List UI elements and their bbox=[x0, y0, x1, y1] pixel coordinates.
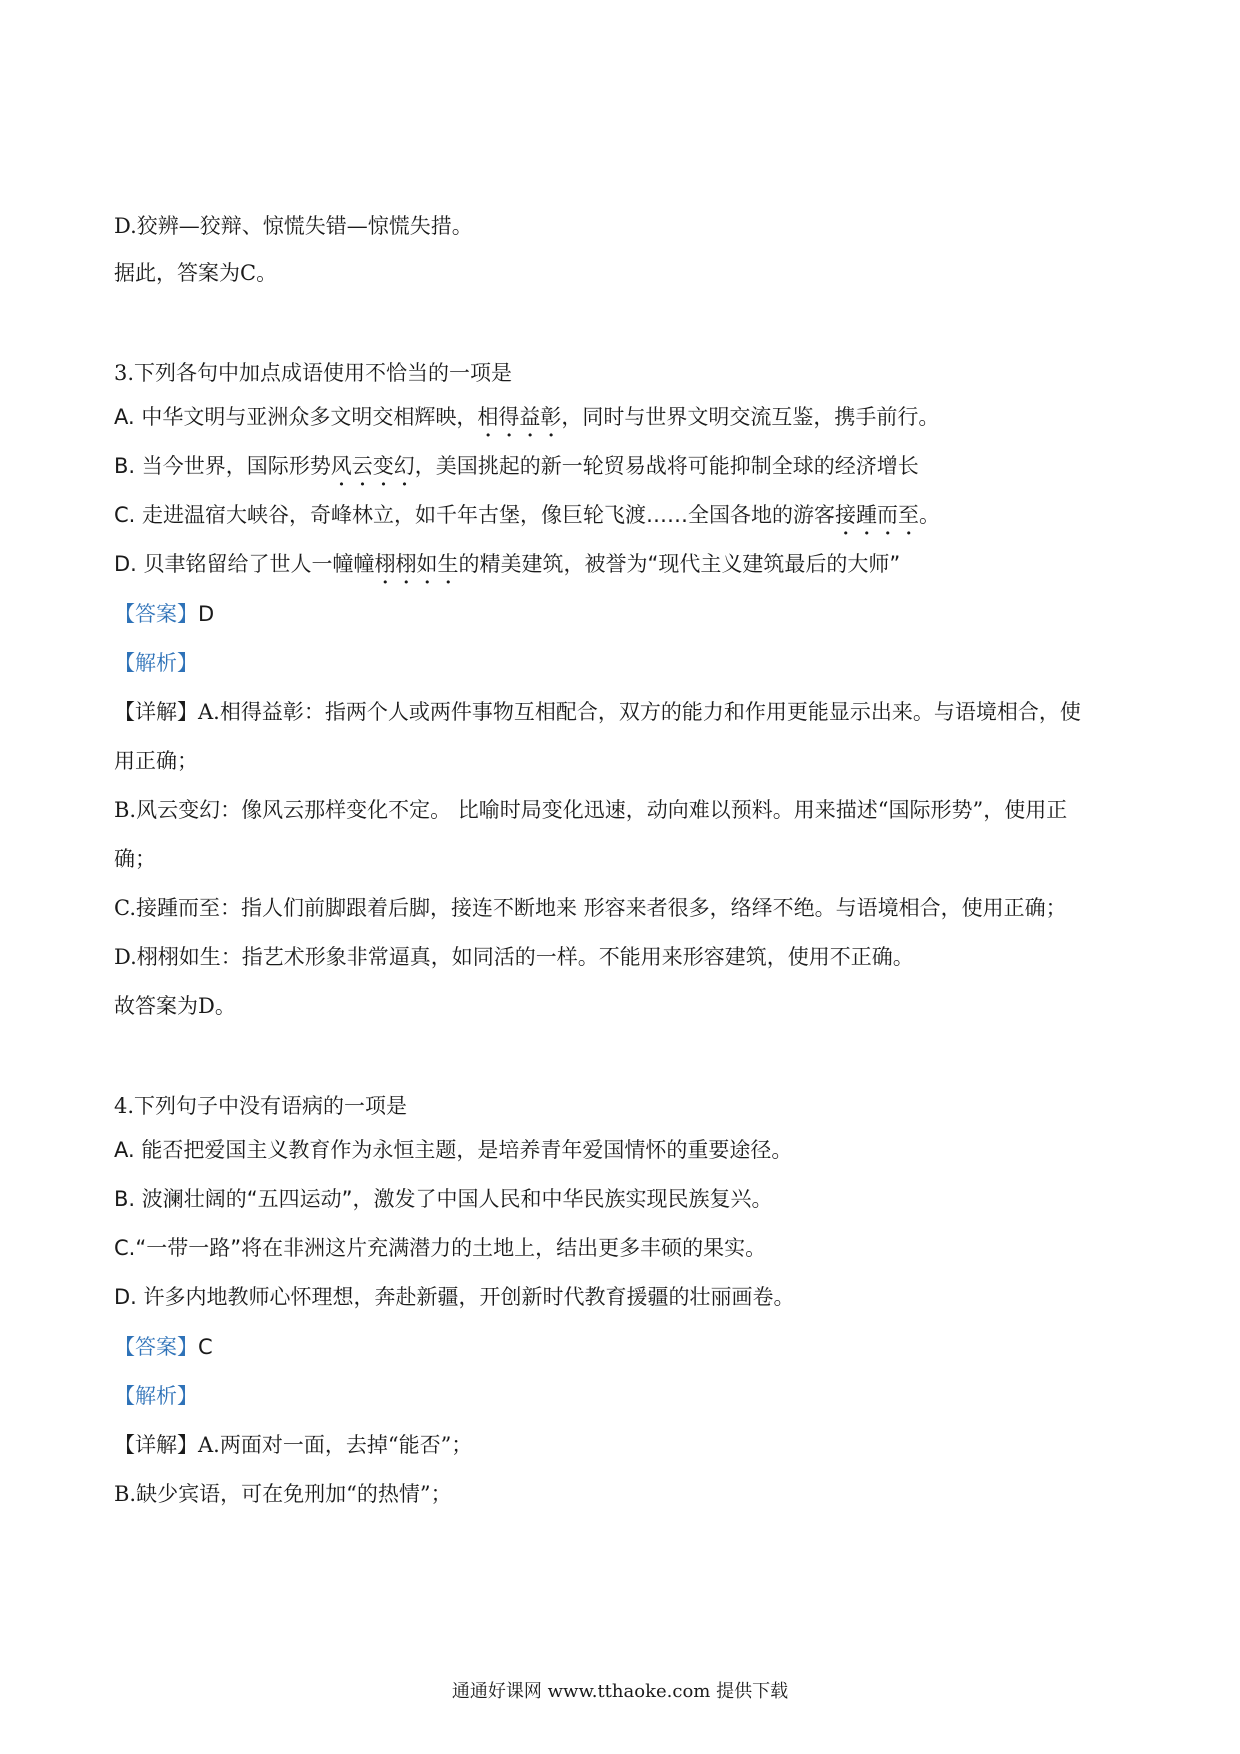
q4-analysis-label: 【解析】 bbox=[114, 1384, 198, 1408]
q4-option-c: C.“一带一路”将在非洲这片充满潜力的土地上，结出更多丰硕的果实。 bbox=[114, 1236, 767, 1260]
page-footer: 通通好课网 www.tthaoke.com 提供下载 bbox=[451, 1681, 789, 1702]
q3-option-c-pre: C. 走进温宿大峡谷，奇峰林立，如千年古堡，像巨轮飞渡……全国各地的游客 bbox=[114, 503, 836, 527]
q4-detail-a bbox=[114, 1431, 472, 1459]
q3-option-b-dotted-idiom: 风云变幻 bbox=[330, 454, 415, 478]
q3-option-a-post: ，同时与世界文明交流互鉴，携手前行。 bbox=[561, 405, 940, 429]
q4-detail-label: 【详解】 bbox=[114, 1433, 198, 1457]
q3-option-d-dotted-idiom: 栩栩如生 bbox=[374, 552, 459, 576]
prev-option-d-line: D.狡辨—狡辩、惊慌失错—惊慌失措。 bbox=[114, 214, 473, 238]
q3-option-d-post: 的精美建筑，被誉为“现代主义建筑最后的大师” bbox=[458, 552, 901, 576]
q3-stem: 3.下列各句中加点成语使用不恰当的一项是 bbox=[114, 361, 513, 385]
q3-analysis-label: 【解析】 bbox=[114, 651, 198, 675]
q4-detail-a-text: A.两面对一面，去掉“能否”； bbox=[198, 1433, 473, 1457]
q3-option-a bbox=[114, 403, 939, 442]
q3-answer-value: D bbox=[198, 602, 215, 626]
q3-option-a-dotted-idiom: 相得益彰 bbox=[477, 405, 562, 429]
q3-detail-d: D.栩栩如生：指艺术形象非常逼真，如同活的一样。不能用来形容建筑，使用不正确。 bbox=[114, 945, 914, 969]
q4-option-d: D. 许多内地教师心怀理想，奔赴新疆，开创新时代教育援疆的壮丽画卷。 bbox=[114, 1285, 795, 1309]
q4-detail-b: B.缺少宾语，可在免刑加“的热情”； bbox=[114, 1482, 452, 1506]
q3-option-d bbox=[114, 550, 900, 589]
q4-stem: 4.下列句子中没有语病的一项是 bbox=[114, 1094, 408, 1118]
q3-detail-label: 【详解】 bbox=[114, 700, 198, 724]
q3-option-b-post: ，美国挑起的新一轮贸易战将可能抑制全球的经济增长 bbox=[414, 454, 919, 478]
q4-answer bbox=[114, 1333, 213, 1361]
q4-option-b: B. 波澜壮阔的“五四运动”，激发了中国人民和中华民族实现民族复兴。 bbox=[114, 1187, 773, 1211]
q3-option-b-pre: B. 当今世界，国际形势 bbox=[114, 454, 331, 478]
q3-answer-label: 【答案】 bbox=[114, 602, 198, 626]
q3-option-d-pre: D. 贝聿铭留给了世人一幢幢 bbox=[114, 552, 375, 576]
q4-option-a: A. 能否把爱国主义教育作为永恒主题，是培养青年爱国情怀的重要途径。 bbox=[114, 1138, 793, 1162]
q3-option-a-pre: A. 中华文明与亚洲众多文明交相辉映， bbox=[114, 405, 478, 429]
q3-detail-a-text: A.相得益彰：指两个人或两件事物互相配合，双方的能力和作用更能显示出来。与语境相合，使 bbox=[198, 700, 1081, 724]
q3-option-c-dotted-idiom: 接踵而至 bbox=[835, 503, 920, 527]
q3-detail-b-line2: 确； bbox=[114, 847, 156, 871]
q3-option-b bbox=[114, 452, 919, 491]
q3-detail-a-line1 bbox=[114, 698, 1081, 726]
q3-option-c-post: 。 bbox=[919, 503, 941, 527]
prev-conclusion: 据此，答案为C。 bbox=[114, 261, 278, 285]
q4-answer-value: C bbox=[198, 1335, 213, 1359]
q3-answer bbox=[114, 600, 214, 628]
q3-detail-c: C.接踵而至：指人们前脚跟着后脚，接连不断地来 形容来者很多，络绎不绝。与语境相合，使用正确； bbox=[114, 896, 1067, 920]
q3-option-c bbox=[114, 501, 940, 540]
q3-detail-a-line2: 用正确； bbox=[114, 749, 198, 773]
q3-detail-b-line1: B.风云变幻：像风云那样变化不定。 比喻时局变化迅速，动向难以预料。用来描述“国际形势”，使用正 bbox=[114, 798, 1068, 822]
q3-conclusion: 故答案为D。 bbox=[114, 994, 236, 1018]
q4-answer-label: 【答案】 bbox=[114, 1335, 198, 1359]
